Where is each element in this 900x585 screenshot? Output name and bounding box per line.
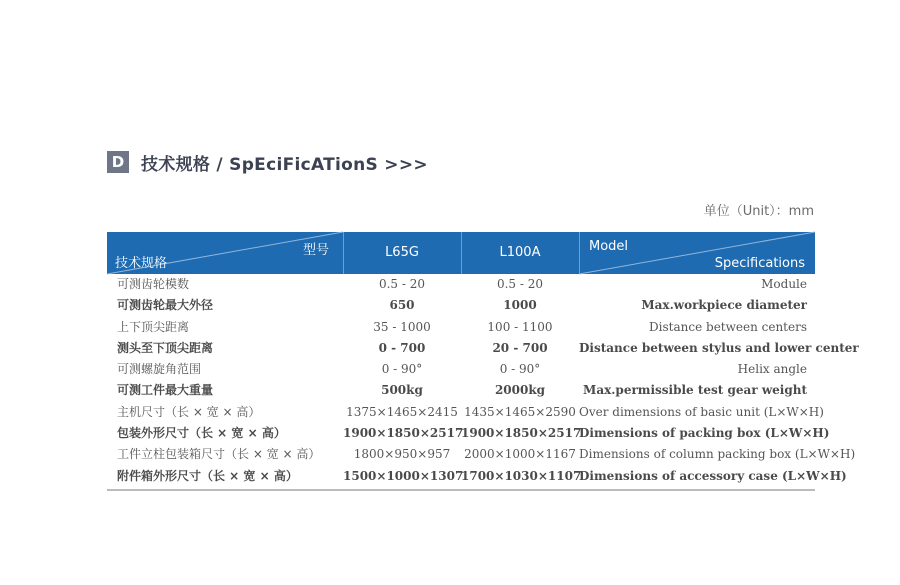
header-model-en: Model	[589, 239, 629, 254]
row-label-zh: 工件立柱包装箱尺寸（长 × 宽 × 高）	[117, 447, 321, 462]
row-label-en: Max.permissible test gear weight	[583, 383, 807, 398]
table-row	[107, 423, 830, 444]
section-heading	[107, 150, 428, 174]
row-label-zh: 附件箱外形尺寸（长 × 宽 × 高）	[117, 468, 298, 483]
section-badge: D	[107, 151, 129, 173]
table-body	[107, 274, 859, 487]
row-value-a: 0 - 700	[378, 340, 426, 355]
spec-table	[107, 232, 859, 491]
header-spec-zh: 技术规格	[115, 256, 168, 271]
row-value-b: 0 - 90°	[499, 362, 541, 377]
header-param-cell	[107, 232, 343, 274]
row-label-en: Over dimensions of basic unit (L×W×H)	[579, 404, 824, 419]
header-en-cell	[579, 232, 815, 274]
header-col-a	[343, 232, 461, 274]
row-value-a: 1500×1000×1307	[343, 468, 464, 483]
header-col-a-label: L65G	[385, 245, 419, 260]
row-value-a: 0 - 90°	[381, 362, 423, 377]
row-label-zh: 上下顶尖距离	[117, 319, 190, 334]
row-label-en: Distance between stylus and lower center	[579, 340, 859, 355]
row-value-a: 650	[389, 298, 415, 313]
row-label-en: Max.workpiece diameter	[641, 298, 807, 313]
table-row	[107, 359, 815, 380]
row-label-zh: 可测螺旋角范围	[117, 362, 202, 377]
unit-note: 单位（Unit）：mm	[703, 204, 814, 219]
row-label-zh: 主机尺寸（长 × 宽 × 高）	[117, 404, 261, 419]
table-row	[107, 274, 815, 295]
table-row	[107, 338, 859, 359]
row-label-en: Dimensions of accessory case (L×W×H)	[579, 468, 847, 483]
row-value-b: 1700×1030×1107	[461, 468, 582, 483]
row-value-a: 1375×1465×2415	[346, 404, 458, 419]
row-value-b: 100 - 1100	[487, 319, 553, 334]
row-label-en: Dimensions of packing box (L×W×H)	[579, 426, 830, 441]
row-value-b: 2000kg	[494, 383, 546, 398]
header-spec-en: Specifications	[714, 256, 805, 271]
table-header	[107, 232, 815, 274]
row-value-b: 0.5 - 20	[496, 277, 544, 291]
row-value-a: 1800×950×957	[353, 447, 451, 462]
row-value-a: 1900×1850×2517	[343, 426, 464, 441]
row-label-zh: 可测齿轮最大外径	[117, 298, 214, 313]
row-value-b: 1900×1850×2517	[461, 426, 582, 441]
row-label-en: Distance between centers	[649, 319, 807, 334]
header-col-b	[461, 232, 579, 274]
table-row	[107, 402, 824, 423]
table-row	[107, 317, 815, 338]
row-label-zh: 包装外形尺寸（长 × 宽 × 高）	[117, 426, 286, 441]
row-value-b: 20 - 700	[492, 340, 548, 355]
table-bottom-rule	[107, 489, 815, 491]
table-row	[107, 466, 847, 487]
row-label-en: Module	[761, 277, 807, 291]
table-row	[107, 380, 815, 401]
row-label-zh: 可测工件最大重量	[117, 383, 214, 398]
row-value-a: 35 - 1000	[373, 319, 431, 334]
row-label-en: Helix angle	[737, 362, 807, 377]
table-row	[107, 295, 815, 316]
row-label-zh: 测头至下顶尖距离	[117, 340, 214, 355]
row-label-zh: 可测齿轮模数	[117, 277, 190, 291]
header-model-zh: 型号	[302, 243, 329, 258]
row-value-b: 1435×1465×2590	[464, 404, 576, 419]
section-title: 技术规格 / SpEciFicATionS >>>	[141, 154, 428, 175]
header-col-b-label: L100A	[499, 245, 541, 260]
row-value-b: 1000	[503, 298, 537, 313]
row-value-a: 500kg	[381, 383, 423, 398]
row-label-en: Dimensions of column packing box (L×W×H)	[579, 447, 856, 462]
row-value-b: 2000×1000×1167	[464, 447, 576, 462]
row-value-a: 0.5 - 20	[378, 277, 426, 291]
table-row	[107, 444, 856, 465]
